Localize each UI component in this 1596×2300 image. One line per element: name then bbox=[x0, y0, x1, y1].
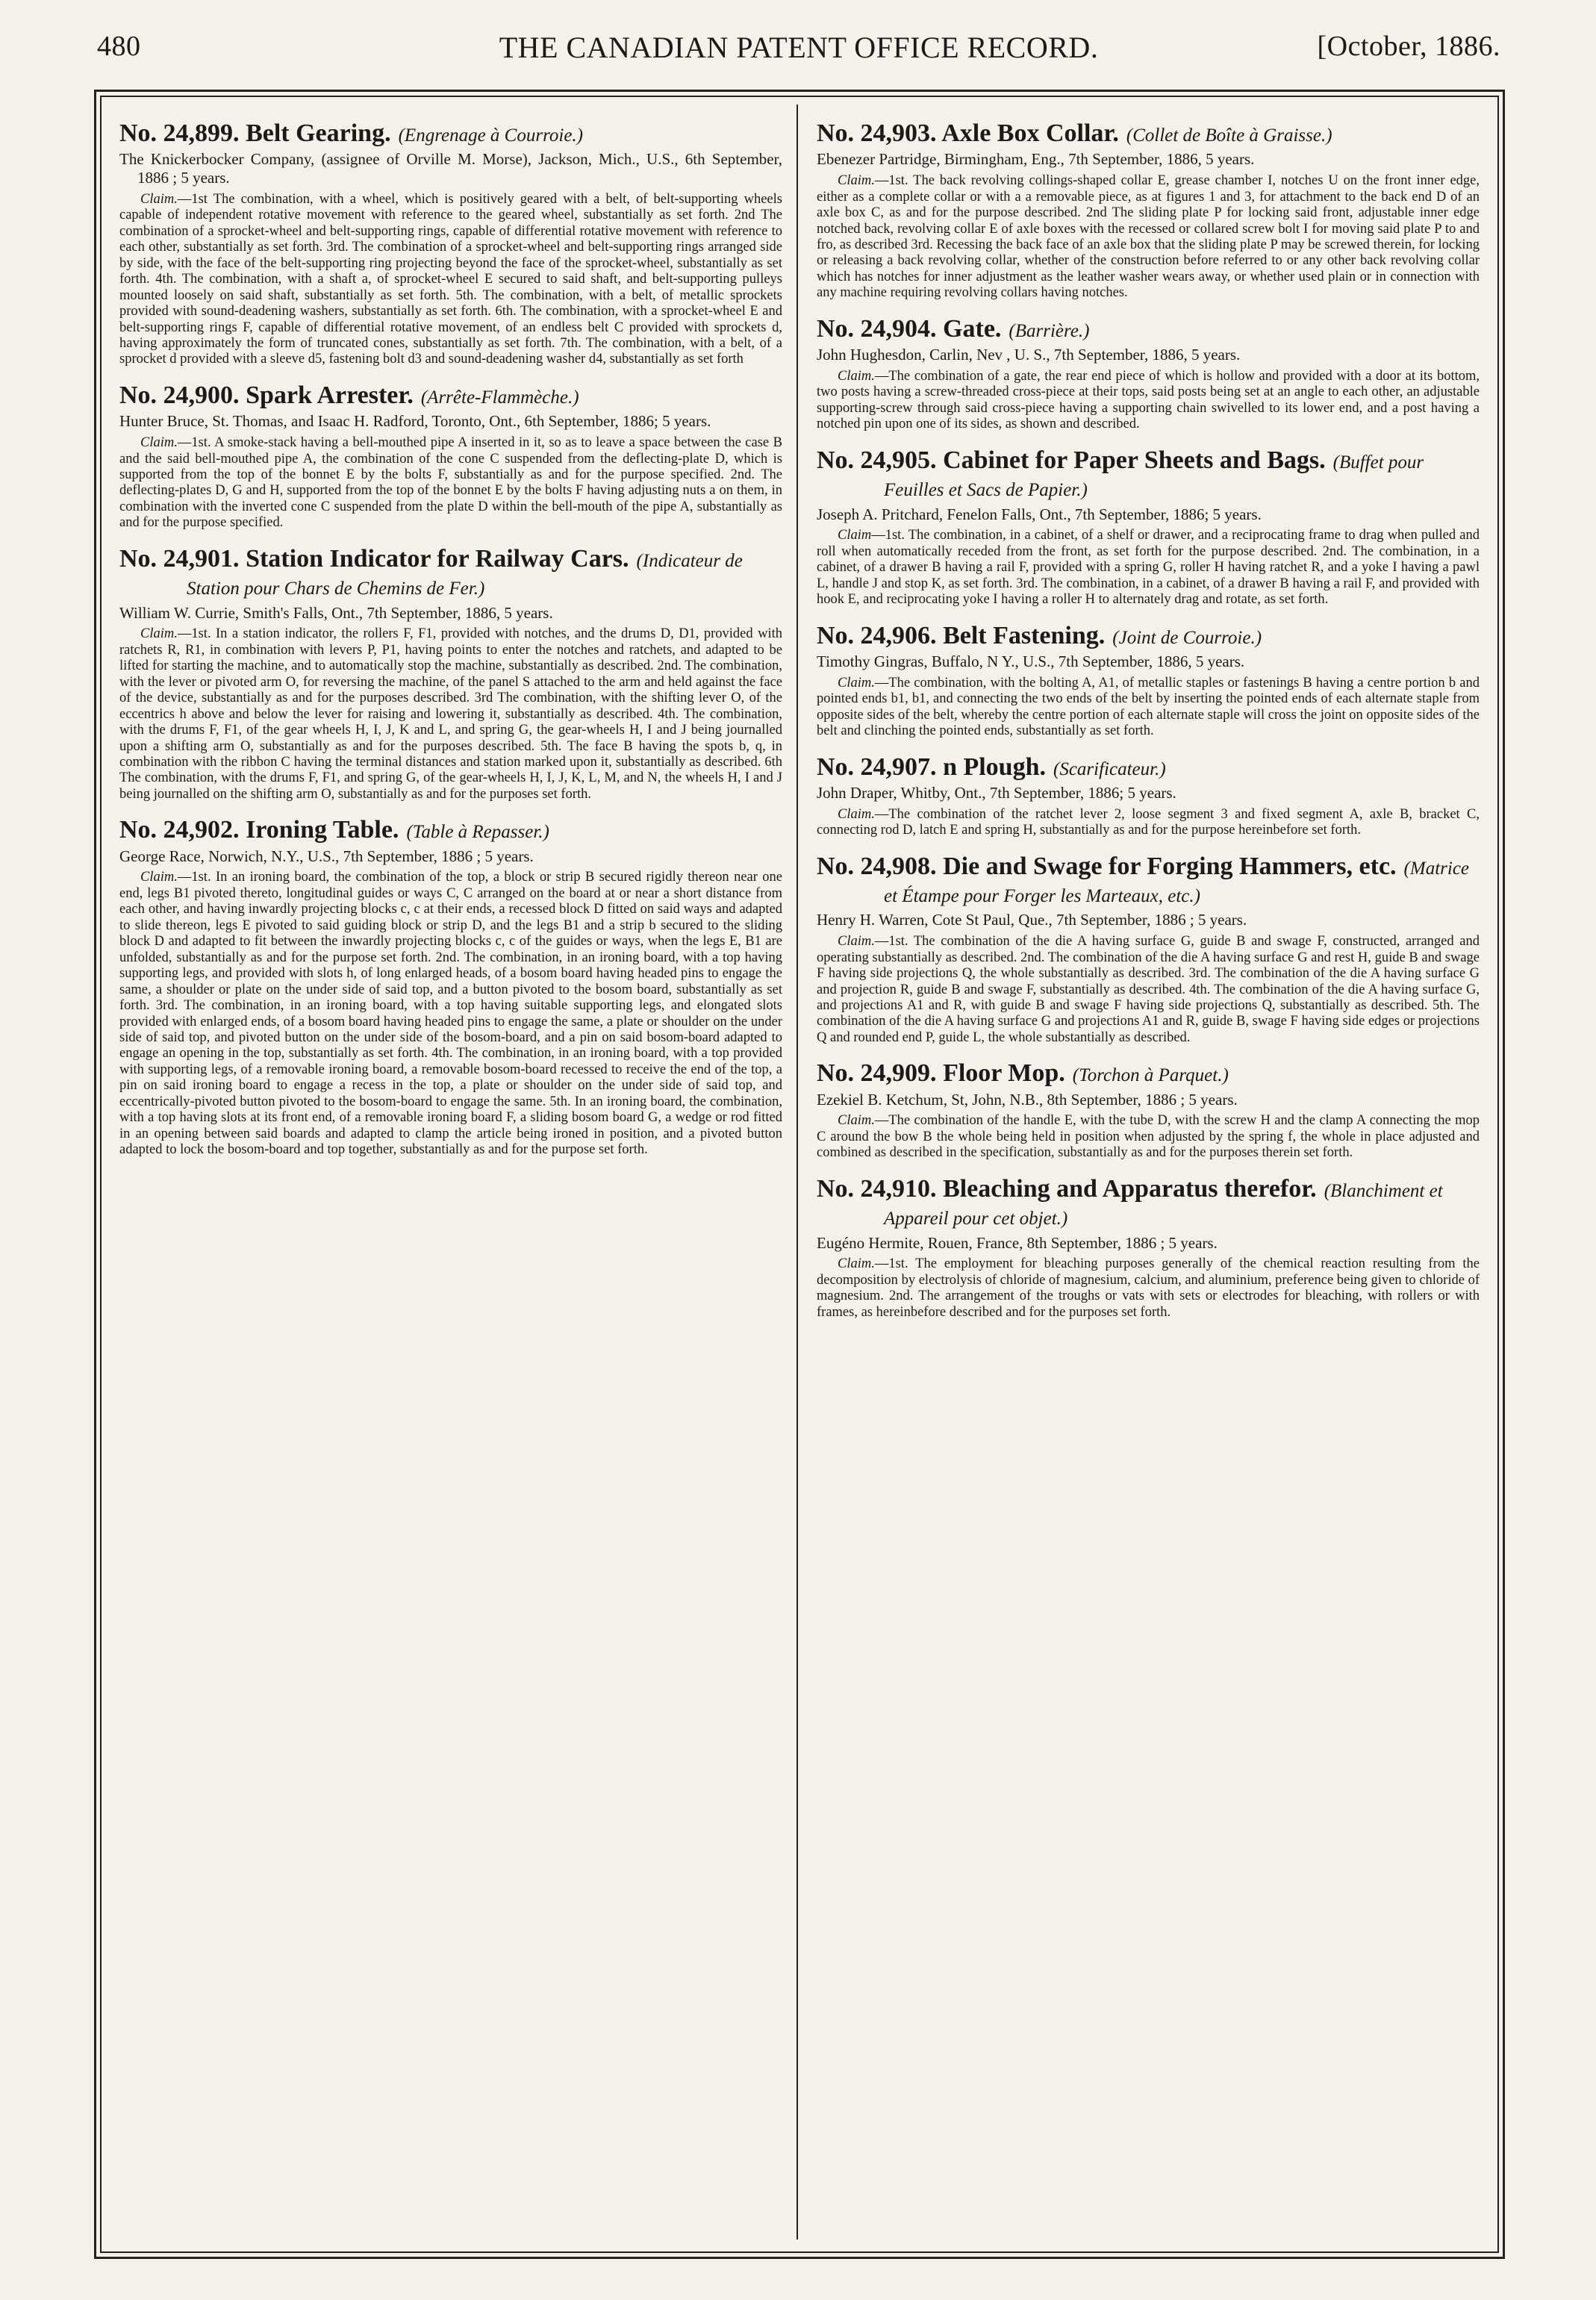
patent-title: No. 24,909. Floor Mop. (Torchon à Parquet.) bbox=[817, 1059, 1229, 1088]
patentee: George Race, Norwich, N.Y., U.S., 7th September, 1886 ; 5 years. bbox=[119, 847, 534, 865]
claim: Claim.—1st. In a station indicator, the rollers F, F1, provided with notches, and the drums D, D1, provided with ratchets R, R1, in combination with levers P, P1, having points to enter the notches and ratchets, and adapted to be lifted for starting the machine, and to automatically stop the machine, substantially as described. 2nd. The combination, with the lever or pivoted arm O, for reversing the machine, of the panel S attached to the arm and held against the face of the device, substantially as and for the purposes described. 3rd The combination, with the shifting lever O, of the eccentrics h above and below the lever for raising and lowering it, substantially as described. 4th. The combination, with the drums F, F1, of the gear wheels H, I, J, K and L, and spring G, the gear-wheels H, I and J being journalled upon a shifting arm O, substantially as and for the purposes described. 5th. The face B having the spots b, q, in combination with the ribbon C having the terminal distances and station marked upon it, substantially as described. 6th The combination, with the drums F, F1, and spring G, of the gear-wheels H, I, J, K, L, M, and N, the wheels H, I and J being journalled on the shifting arm O, substantially as and for the purposes set forth. bbox=[119, 626, 782, 802]
issue-date: [October, 1886. bbox=[1317, 31, 1500, 62]
patent-title: No. 24,904. Gate. (Barrière.) bbox=[817, 314, 1090, 343]
patentee: Ebenezer Partridge, Birmingham, Eng., 7th September, 1886, 5 years. bbox=[817, 150, 1255, 169]
patentee: William W. Currie, Smith's Falls, Ont., 7th September, 1886, 5 years. bbox=[119, 603, 553, 622]
patentee: Henry H. Warren, Cote St Paul, Que., 7th September, 1886 ; 5 years. bbox=[817, 911, 1247, 929]
patentee: Timothy Gingras, Buffalo, N Y., U.S., 7th September, 1886, 5 years. bbox=[817, 652, 1245, 670]
claim: Claim.—1st. The employment for bleaching purposes generally of the chemical reaction resulting from the decomposition by electrolysis of chloride of magnesium, calcium, and aluminium, preference being given to chloride of magnesium. 2nd. The arrangement of the troughs or vats with sets or electrodes for bleaching, with rollers or with frames, as hereinbefore described and for the purposes set forth. bbox=[817, 1256, 1480, 1320]
french-title: (Scarificateur.) bbox=[1053, 758, 1166, 779]
french-title: (Table à Repasser.) bbox=[406, 822, 549, 843]
patentee: Hunter Bruce, St. Thomas, and Isaac H. Radford, Toronto, Ont., 6th September, 1886; 5 years. bbox=[119, 412, 711, 431]
patent-title: No. 24,907. n Plough. (Scarificateur.) bbox=[817, 752, 1166, 781]
patent-entry bbox=[817, 853, 1480, 1047]
patent-title: No. 24,906. Belt Fastening. (Joint de Courroie.) bbox=[817, 621, 1262, 649]
patent-title: No. 24,901. Station Indicator for Railway Cars. (Indicateur de Station pour Chars de Chemins de Fer.) bbox=[119, 544, 743, 599]
french-title: (Collet de Boîte à Graisse.) bbox=[1126, 125, 1332, 146]
patent-entry bbox=[119, 545, 782, 803]
patent-title: No. 24,899. Belt Gearing. (Engrenage à Courroie.) bbox=[119, 119, 584, 147]
page-number: 480 bbox=[97, 31, 141, 62]
patent-entry bbox=[817, 315, 1480, 433]
patent-entry bbox=[817, 119, 1480, 302]
french-title: (Matrice et Étampe pour Forger les Marteaux, etc.) bbox=[884, 858, 1470, 906]
patent-title: No. 24,910. Bleaching and Apparatus therefor. (Blanchiment et Appareil pour cet objet.) bbox=[817, 1174, 1443, 1230]
claim: Claim.—1st. A smoke-stack having a bell-mouthed pipe A inserted in it, so as to leave a space between the case B and the said bell-mouthed pipe A, the combination of the cone C suspended from the deflecting-plate D, which is supported from the top of the bonnet E by the bolts F, substantially as and for the purpose specified. 2nd. The deflecting-plates D, G and H, supported from the top of the bonnet E by the bolts F having adjusting nuts a on them, in combination with the inverted cone C suspended from the plate D within the bell-mouth of the pipe A, substantially as and for the purpose specified. bbox=[119, 435, 782, 531]
patent-title: No. 24,908. Die and Swage for Forging Hammers, etc. (Matrice et Étampe pour Forger les Marteaux, etc.) bbox=[817, 852, 1470, 906]
claim: Claim.—The combination of the handle E, with the tube D, with the screw H and the clamp A connecting the mop C around the bow B the whole being held in position when adjusted by the spring f, the whole in place adjusted and combined as described in the specification, substantially as and for the purposes therein set forth. bbox=[817, 1113, 1480, 1161]
french-title: (Indicateur de Station pour Chars de Chemins de Fer.) bbox=[187, 550, 743, 599]
patent-title: No. 24,900. Spark Arrester. (Arrête-Flammèche.) bbox=[119, 381, 579, 409]
patent-entry bbox=[817, 753, 1480, 839]
french-title: (Arrête-Flammèche.) bbox=[420, 387, 579, 408]
patent-entry bbox=[817, 1059, 1480, 1162]
left-column bbox=[119, 119, 782, 2232]
patentee: Eugéno Hermite, Rouen, France, 8th September, 1886 ; 5 years. bbox=[817, 1233, 1218, 1252]
column-divider bbox=[797, 105, 798, 2240]
french-title: (Buffet pour Feuilles et Sacs de Papier.) bbox=[884, 452, 1424, 501]
patent-title: No. 24,902. Ironing Table. (Table à Repasser.) bbox=[119, 816, 549, 844]
patent-title: No. 24,903. Axle Box Collar. (Collet de Boîte à Graisse.) bbox=[817, 119, 1332, 147]
patent-entry bbox=[119, 119, 782, 368]
right-column bbox=[817, 119, 1480, 2232]
journal-title: THE CANADIAN PATENT OFFICE RECORD. bbox=[499, 31, 1099, 64]
patentee: Joseph A. Pritchard, Fenelon Falls, Ont., 7th September, 1886; 5 years. bbox=[817, 505, 1262, 523]
french-title: (Engrenage à Courroie.) bbox=[398, 125, 584, 146]
patent-title: No. 24,905. Cabinet for Paper Sheets and Bags. (Buffet pour Feuilles et Sacs de Papier.) bbox=[817, 446, 1424, 501]
patentee: John Hughesdon, Carlin, Nev , U. S., 7th September, 1886, 5 years. bbox=[817, 346, 1241, 364]
patentee: The Knickerbocker Company, (assignee of Orville M. Morse), Jackson, Mich., U.S., 6th September, 1886 ; 5 years. bbox=[119, 150, 782, 187]
patent-entry bbox=[119, 381, 782, 532]
patent-entry bbox=[817, 622, 1480, 740]
french-title: (Blanchiment et Appareil pour cet objet.) bbox=[884, 1180, 1443, 1230]
claim: Claim.—The combination, with the bolting A, A1, of metallic staples or fastenings B having a centre portion b and pointed ends b1, b1, and connecting the two ends of the belt by inserting the pointed ends of each alternate staple from opposite sides of the belt, whereby the centre portion of each alternate staple will cross the joint on opposite sides of the belt and clinching the pointed ends, substantially as set forth. bbox=[817, 675, 1480, 739]
patentee: John Draper, Whitby, Ont., 7th September, 1886; 5 years. bbox=[817, 783, 1176, 802]
claim: Claim.—1st The combination, with a wheel, which is positively geared with a belt, of belt-supporting wheels capable of independent rotative movement with reference to the geared wheel, substantially as set forth. 2nd The combination of a sprocket-wheel and belt-supporting rings, capable of differential rotative movement with reference to each other, substantially as set forth. 3rd. The combination of a sprocket-wheel and belt-supporting rings arranged side by side, with the face of the belt-supporting ring projecting beyond the face of the sprocket-wheel, substantially as set forth. 4th. The combination, with a shaft a, of sprocket-wheel E secured to said shaft, and belt-supporting pulleys mounted loosely on said shaft, substantially as set forth. 5th. The combination, with a belt, of metallic sprockets provided with sound-deadening washers, substantially as set forth. 6th. The combination, with a sprocket-wheel E and belt-supporting rings F, capable of differential rotative movement, of an endless belt C provided with sprockets d, having approximately the form of truncated cones, substantially as set forth. 7th. The combination, with a belt, of a sprocket d provided with a sleeve d5, fastening bolt d3 and sound-deadening washer d4, substantially as set forth bbox=[119, 191, 782, 367]
claim: Claim.—1st. The back revolving collings-shaped collar E, grease chamber I, notches U on the front inner edge, either as a complete collar or with a a removable piece, as at figures 1 and 3, for attachment to the back end D of an axle box C, as and for the purpose described. 2nd The sliding plate P for locking said front, adjustable inner edge notched back, revolving collar E of axle boxes with the recessed or collared screw bolt I for moving said plate P to and fro, as described 3rd. Recessing the back face of an axle box that the sliding plate P may be screwed therein, for locking or releasing a back revolving collar, whether of the construction before referred to or any other back revolving collar which has notches for inner adjustment as the leather washer wears away, or whether used plain or in connection with any machine requiring revolving collars having notches. bbox=[817, 173, 1480, 301]
french-title: (Joint de Courroie.) bbox=[1112, 627, 1262, 648]
patent-entry bbox=[817, 446, 1480, 608]
french-title: (Torchon à Parquet.) bbox=[1072, 1065, 1229, 1086]
claim: Claim—1st. The combination, in a cabinet, of a shelf or drawer, and a reciprocating frame to drag when pulled and roll when automatically receded from the front, as set forth for the purpose described. 2nd. The combination, in a cabinet, of a drawer B having a rail F, provided with a spring G, roller H having ratchet R, and a yoke I having a pawl L, handle J and stop K, as set forth. 3rd. The combination, in a cabinet, of a drawer B having a rail F, and provided with hook E, and reciprocating yoke I having a roller H to alternately drag and rotate, as set forth. bbox=[817, 528, 1480, 608]
patent-entry bbox=[817, 1175, 1480, 1321]
claim: Claim.—The combination of the ratchet lever 2, loose segment 3 and fixed segment A, axle B, bracket C, connecting rod D, latch E and spring H, substantially as and for the purpose hereinbefore set forth. bbox=[817, 806, 1480, 838]
claim: Claim.—The combination of a gate, the rear end piece of which is hollow and provided with a door at its bottom, two posts having a screw-threaded cross-piece at their tops, said posts being set at an angle to each other, an adjustable supporting-screw through said cross-piece having a supporting chain swivelled to its lower end, and a post having a notched pin upon one of its sides, as shown and described. bbox=[817, 368, 1480, 432]
patentee: Ezekiel B. Ketchum, St, John, N.B., 8th September, 1886 ; 5 years. bbox=[817, 1090, 1238, 1109]
claim: Claim.—1st. In an ironing board, the combination of the top, a block or strip B secured rigidly thereon near one end, legs B1 pivoted thereto, longitudinal guides or ways C, C arranged on the board at or near a short distance from each other, and having inwardly projecting blocks c, c at their ends, a recessed block D fitted on said ways and adapted to slide thereon, legs E pivoted to said guiding block or strip D, and the legs B1 and a strip b secured to the sliding block D and adapted to fit between the inwardly projecting blocks c, c of the guides or ways, when the legs E, B1 are unfolded, substantially as and for the purpose set forth. 2nd. The combination, in an ironing board, with a top having supporting legs, and provided with slots h, of long enlarged heads, of a bosom board having headed pins to engage the same, a shoulder or plate on the under side of said top, and a button pivoted to the bosom board, substantially as set forth. 3rd. The combination, in an ironing board, with a top having suitable supporting legs, and elongated slots provided with enlarged ends, of a bosom board having headed pins to engage the same, a plate or shoulder on the under side of said top, and pivoted button on the under side of the bosom-board, and a pin on said bosom-board adapted to engage an opening in the top, substantially as set forth. 4th. The combination, in an ironing board, with a top provided with supporting legs, of a removable ironing board, a removable bosom-board recessed to receive the end of the top, a pin on said ironing board to engage a recess in the top, a plate or shoulder on the under side of said top, and eccentrically-pivoted button pivoted to the bosom-board to engage the same. 5th. In an ironing board, the combination, with a top having slots at its front end, of a removable ironing board F, a sliding bosom board G, a wedge or rod fitted in an opening between said boards and adapted to clamp the article being ironed in position, and a pivoted button adapted to lock the bosom-board and top together, substantially as and for the purpose set forth. bbox=[119, 870, 782, 1158]
running-head bbox=[97, 30, 1500, 75]
claim: Claim.—1st. The combination of the die A having surface G, guide B and swage F, constructed, arranged and operating substantially as described. 2nd. The combination of the die A having surface G and rest H, guide B and swage F having side projections Q, the whole substantially as described. 3rd. The combination of the die A having surface G and projection R, guide B and swage F, substantially as described. 4th. The combination of the die A having surface G, and projections A1 and R, with guide B and swage F having side projections Q, substantially as described. 5th. The combination of the die A having surface G and projections A1 and R, guide B, swage F having side edges or projections Q and rounded end P, guide L, the whole substantially as described. bbox=[817, 934, 1480, 1045]
french-title: (Barrière.) bbox=[1009, 320, 1090, 341]
patent-entry bbox=[119, 816, 782, 1158]
